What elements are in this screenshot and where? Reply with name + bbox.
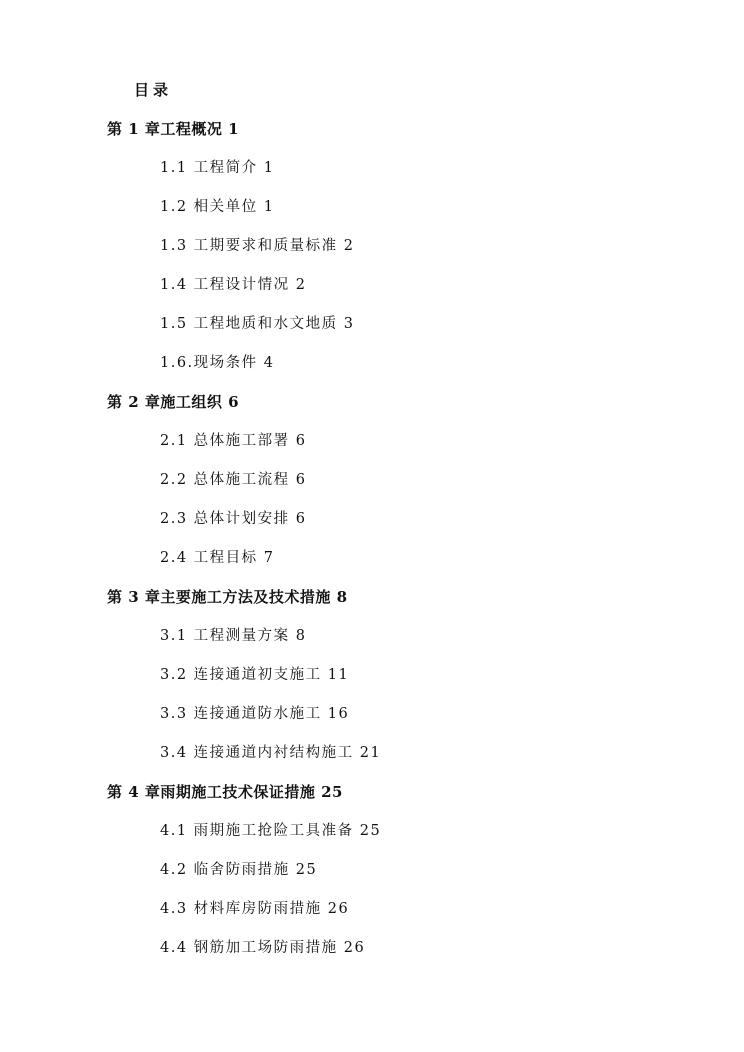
toc-section-4-1[interactable]: 4.1 雨期施工抢险工具准备 25 (160, 823, 382, 839)
toc-section-3-2[interactable]: 3.2 连接通道初支施工 11 (160, 667, 350, 683)
toc-section-1-3[interactable]: 1.3 工期要求和质量标准 2 (160, 238, 355, 254)
toc-chapter-4[interactable]: 第 4 章雨期施工技术保证措施 25 (107, 783, 343, 801)
toc-section-2-4[interactable]: 2.4 工程目标 7 (160, 550, 275, 566)
toc-section-1-4[interactable]: 1.4 工程设计情况 2 (160, 277, 307, 293)
toc-section-4-4[interactable]: 4.4 钢筋加工场防雨措施 26 (160, 940, 366, 956)
toc-section-3-1[interactable]: 3.1 工程测量方案 8 (160, 628, 307, 644)
toc-section-1-1[interactable]: 1.1 工程简介 1 (160, 160, 275, 176)
toc-section-1-6[interactable]: 1.6.现场条件 4 (160, 355, 275, 371)
toc-section-4-3[interactable]: 4.3 材料库房防雨措施 26 (160, 901, 350, 917)
toc-section-2-3[interactable]: 2.3 总体计划安排 6 (160, 511, 307, 527)
toc-section-1-2[interactable]: 1.2 相关单位 1 (160, 199, 275, 215)
toc-section-3-3[interactable]: 3.3 连接通道防水施工 16 (160, 706, 350, 722)
toc-section-2-1[interactable]: 2.1 总体施工部署 6 (160, 433, 307, 449)
toc-chapter-1[interactable]: 第 1 章工程概况 1 (107, 120, 240, 138)
toc-chapter-3[interactable]: 第 3 章主要施工方法及技术措施 8 (107, 588, 348, 606)
toc-section-4-2[interactable]: 4.2 临舍防雨措施 25 (160, 862, 318, 878)
toc-title: 目录 (134, 81, 173, 99)
toc-chapter-2[interactable]: 第 2 章施工组织 6 (107, 393, 240, 411)
toc-section-2-2[interactable]: 2.2 总体施工流程 6 (160, 472, 307, 488)
toc-section-3-4[interactable]: 3.4 连接通道内衬结构施工 21 (160, 745, 382, 761)
toc-section-1-5[interactable]: 1.5 工程地质和水文地质 3 (160, 316, 355, 332)
